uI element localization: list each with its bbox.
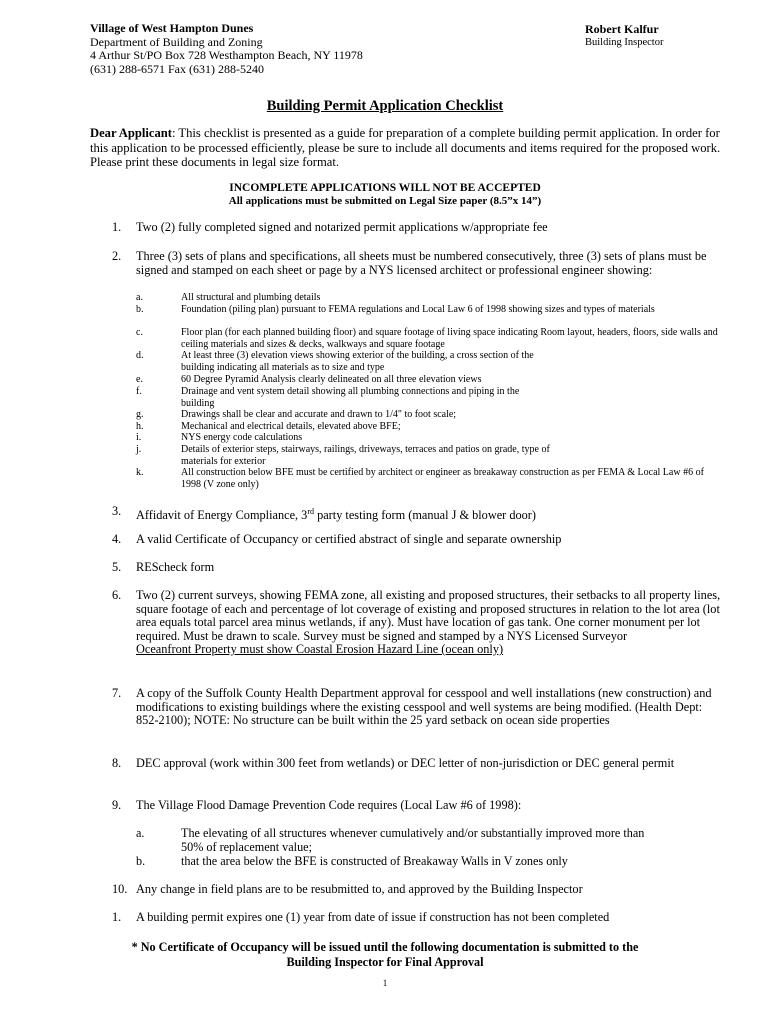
item-text: DEC approval (work within 300 feet from wetlands) or DEC letter of non-jurisdiction or DEC general permit (136, 756, 675, 770)
subitem-text: that the area below the BFE is constructed of Breakaway Walls in V zones only (181, 854, 568, 868)
oceanfront-note: Oceanfront Property must show Coastal Erosion Hazard Line (ocean only) (136, 642, 504, 656)
address: 4 Arthur St/PO Box 728 Westhampton Beach, NY 11978 (90, 48, 363, 62)
inspector-block (585, 22, 663, 50)
subitem-letter: k. (136, 467, 144, 478)
final-approval-note (0, 940, 770, 970)
item-number: 2. (112, 249, 122, 263)
subitem-text: Details of exterior steps, stairways, railings, driveways, terraces and patios on grade, type of materials for exterior (181, 444, 550, 467)
item-number: 4. (112, 532, 122, 546)
subitem-letter: i. (136, 432, 142, 443)
checklist-item (112, 757, 722, 771)
subitem-letter: f. (136, 386, 142, 397)
plan-subitem (136, 386, 726, 409)
department: Department of Building and Zoning (90, 34, 263, 49)
legal-size-notice: All applications must be submitted on Legal Size paper (8.5”x 14”) (228, 195, 542, 207)
item-number: 5. (112, 560, 122, 574)
salutation: Dear Applicant (90, 126, 172, 140)
subitem-text: Drawings shall be clear and accurate and drawn to 1/4" to foot scale; (181, 409, 457, 420)
plan-subitem (136, 374, 726, 386)
plan-subitem (136, 444, 726, 467)
item-text: Two (2) current surveys, showing FEMA zone, all existing and proposed structures, their setbacks to all property lines, square footage of each and percentage of lot coverage of existing and proposed structures in relation to the lot area (lot area equals total parcel area minus wetlands, if any). Must have location of gas tank. One corner monument per lot required. Must be drawn to scale. Survey must be signed and stamped by a NYS Licensed Surveyor Oceanfront Property must show Coastal Erosion Hazard Line (ocean only) (136, 588, 721, 656)
item-number: 7. (112, 686, 122, 700)
plan-subitem (136, 421, 726, 433)
item-text: Two (2) fully completed signed and notarized permit applications w/appropriate fee (136, 220, 548, 234)
checklist-item (112, 533, 722, 547)
subitem-letter: j. (136, 444, 142, 455)
checklist-item (112, 221, 722, 235)
item-number: 1. (112, 910, 122, 924)
item-text: Affidavit of Energy Compliance, 3rd party testing form (manual J & blower door) (136, 507, 536, 523)
subitem-letter: c. (136, 327, 143, 338)
plan-subitem (136, 350, 726, 373)
item-text: A building permit expires one (1) year from date of issue if construction has not been completed (136, 910, 610, 924)
item-text: The Village Flood Damage Prevention Code requires (Local Law #6 of 1998): (136, 798, 522, 812)
flood-subitem (136, 855, 726, 869)
subitem-letter: h. (136, 421, 144, 432)
subitem-text: NYS energy code calculations (181, 432, 303, 443)
subitem-letter: e. (136, 374, 143, 385)
checklist-item (112, 883, 722, 897)
page-title: Building Permit Application Checklist (266, 98, 504, 114)
intro-body: : This checklist is presented as a guide for preparation of a complete building permit application. In order for this application to be processed efficiently, please be sure to include all documents and items required for the proposed work. Please print these documents in legal size format. (90, 126, 721, 169)
page-number: 1 (382, 978, 388, 988)
item-number: 3. (112, 504, 122, 518)
plan-subitem (136, 409, 726, 421)
subitem-text: All construction below BFE must be certified by architect or engineer as breakaway construction as per FEMA & Local Law #6 of 1998 (V zone only) (181, 467, 704, 490)
subitem-text: Drainage and vent system detail showing all plumbing connections and piping in the building (181, 386, 520, 409)
plan-subitem (136, 432, 726, 444)
item-number: 1. (112, 220, 122, 234)
item-number: 6. (112, 588, 122, 602)
phone-fax: (631) 288-6571 Fax (631) 288-5240 (90, 61, 264, 76)
final-note-line1: * No Certificate of Occupancy will be issued until the following documentation is submitted to the (131, 940, 639, 954)
subitem-text: Mechanical and electrical details, elevated above BFE; (181, 421, 401, 432)
subitem-letter: g. (136, 409, 144, 420)
incomplete-warning: INCOMPLETE APPLICATIONS WILL NOT BE ACCEPTED (229, 182, 541, 194)
checklist-item (112, 687, 722, 728)
plan-subitem (136, 467, 726, 490)
subitem-letter: b. (136, 304, 144, 315)
checklist-item (112, 589, 722, 657)
plan-subitem (136, 304, 726, 316)
subitem-text: Foundation (piling plan) pursuant to FEMA regulations and Local Law 6 of 1998 showing sizes and types of materials (181, 304, 655, 315)
subitem-letter: a. (136, 292, 143, 303)
checklist-item (112, 250, 722, 277)
item-text: REScheck form (136, 560, 215, 574)
subitem-letter: b. (136, 854, 146, 868)
item-text: Three (3) sets of plans and specifications, all sheets must be numbered consecutively, three (3) sets of plans must be signed and stamped on each sheet or page by a NYS licensed architect or professional engineer showing: (136, 249, 707, 277)
subitem-text: The elevating of all structures whenever cumulatively and/or substantially improved more than 50% of replacement value; (181, 826, 645, 854)
item-number: 10. (112, 882, 128, 896)
item-number: 8. (112, 756, 122, 770)
plan-subitem (136, 292, 726, 304)
letterhead (90, 22, 363, 76)
item-text: A copy of the Suffolk County Health Department approval for cesspool and well installations (new construction) and modifications to existing buildings where the existing cesspool and well systems are being modified. (Health Dept: 852-2100); NOTE: No structure can be built within the 25 yard setback on ocean side properties (136, 686, 712, 727)
item-text: A valid Certificate of Occupancy or certified abstract of single and separate ownership (136, 532, 562, 546)
inspector-name: Robert Kalfur (585, 22, 659, 36)
subitem-text: All structural and plumbing details (181, 292, 321, 303)
inspector-title: Building Inspector (585, 37, 664, 48)
plan-subitem (136, 327, 726, 350)
final-note-line2: Building Inspector for Final Approval (286, 955, 484, 969)
subitem-letter: d. (136, 350, 144, 361)
subitem-letter: a. (136, 826, 145, 840)
subitem-text: 60 Degree Pyramid Analysis clearly delineated on all three elevation views (181, 374, 482, 385)
subitem-text: Floor plan (for each planned building floor) and square footage of living space indicating Room layout, headers, floors, side walls and ceiling materials and sizes & decks, walkways and square footage (181, 327, 718, 350)
checklist-item (112, 561, 722, 575)
item-text: Any change in field plans are to be resubmitted to, and approved by the Building Inspector (136, 882, 583, 896)
checklist-item (112, 799, 722, 813)
flood-subitem (136, 827, 726, 854)
subitem-text: At least three (3) elevation views showing exterior of the building, a cross section of the building indicating all materials as to size and type (181, 350, 534, 373)
checklist-item (112, 911, 722, 925)
item-number: 9. (112, 798, 122, 812)
checklist-item (112, 505, 722, 523)
intro-paragraph (90, 126, 730, 170)
village-name: Village of West Hampton Dunes (90, 21, 254, 35)
